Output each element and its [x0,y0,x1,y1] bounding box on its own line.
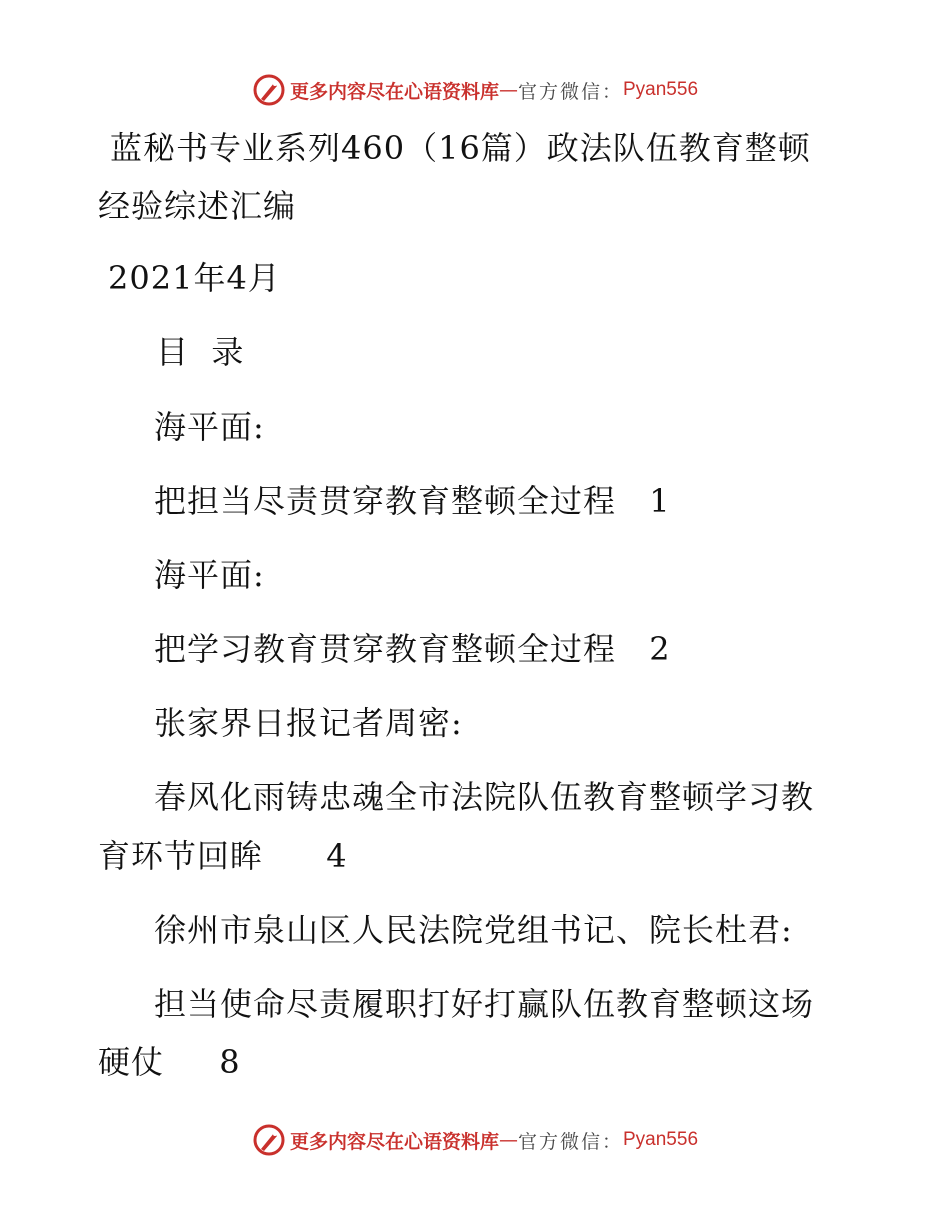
toc-page-number: 8 [219,1043,241,1081]
doc-title-line1: 蓝秘书专业系列460（16篇）政法队伍教育整顿 [110,129,811,167]
pen-logo-icon [252,1123,286,1157]
toc-page-number: 4 [326,837,348,875]
banner-label: 官方微信： [517,80,623,103]
toc-title-text: 把担当尽责贯穿教育整顿全过程 [154,482,617,520]
doc-date: 2021年4月 [108,259,281,297]
toc-author: 海平面: [154,556,265,594]
toc-entry-title-line2 [98,1042,241,1082]
toc-title-text: 把学习教育贯穿教育整顿全过程 [154,630,617,668]
banner-dash: — [498,1129,518,1151]
toc-heading: 目 录 [156,333,245,371]
banner-brand: 更多内容尽在心语资料库 [289,1130,499,1153]
toc-entry-title-line2 [98,836,348,876]
header-banner [0,70,950,110]
doc-title-line2: 经验综述汇编 [98,187,297,225]
footer-banner [0,1120,950,1160]
toc-entry-title [154,481,671,521]
toc-entry-title-line1: 担当使命尽责履职打好打赢队伍教育整顿这场 [154,985,815,1023]
banner-label: 官方微信： [517,1130,623,1153]
toc-title-text: 硬仗 [98,1043,165,1081]
toc-page-number: 1 [649,482,671,520]
toc-page-number: 2 [649,630,671,668]
toc-author: 徐州市泉山区人民法院党组书记、院长杜君: [154,911,793,949]
toc-author: 海平面: [154,408,265,446]
toc-entry-title [154,629,671,669]
toc-author: 张家界日报记者周密: [154,704,463,742]
pen-logo-icon [252,73,286,107]
banner-wechat-id: Pyan556 [623,1129,699,1150]
banner-dash: — [498,79,518,101]
toc-entry-title-line1: 春风化雨铸忠魂全市法院队伍教育整顿学习教 [154,778,815,816]
banner-brand: 更多内容尽在心语资料库 [289,80,499,103]
toc-title-text: 育环节回眸 [98,837,264,875]
banner-wechat-id: Pyan556 [623,79,699,100]
